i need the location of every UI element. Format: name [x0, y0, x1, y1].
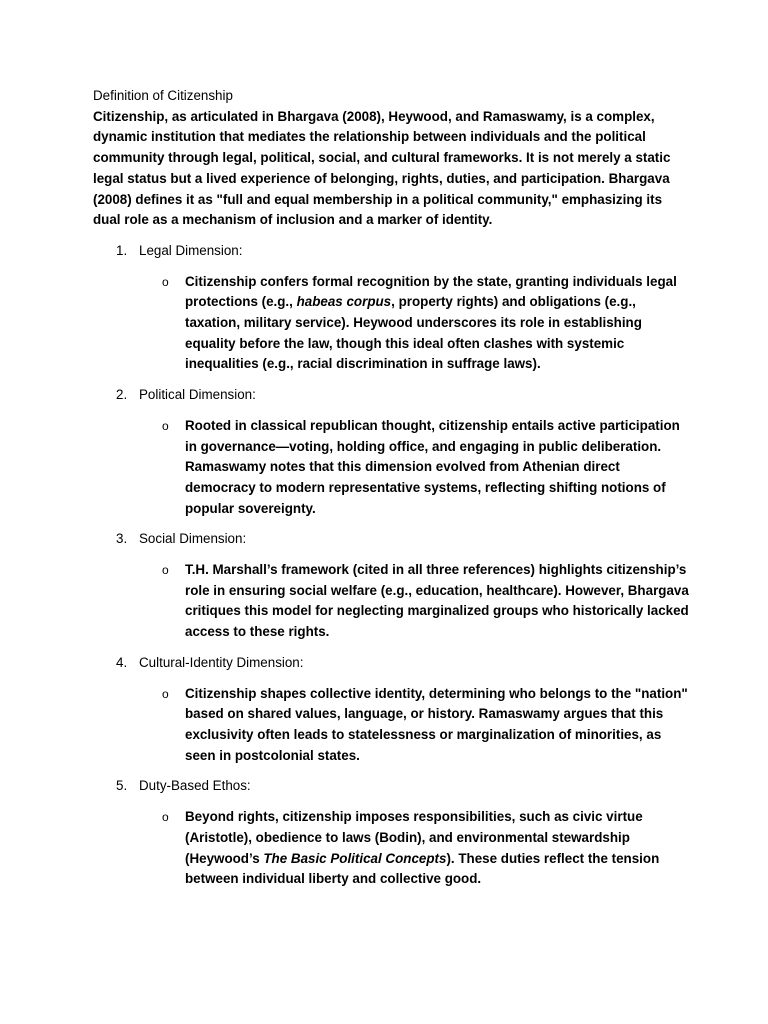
dimension-label: Political Dimension: — [139, 387, 256, 403]
bullet-icon: o — [162, 686, 169, 701]
dimension-number: 5. — [116, 778, 128, 794]
dimension-number: 3. — [116, 531, 128, 547]
bullet-icon: o — [162, 274, 169, 289]
dimension-body — [93, 560, 693, 643]
dimension-item-political — [93, 385, 693, 519]
text-segment: , property rights) and obligations (e.g., taxation, military service). Heywood underscores its role in establishing equality before the law, though this ideal often clashes with systemic inequalities (e.g., racial discrimination in suffrage laws). — [185, 294, 642, 372]
dimension-label: Duty-Based Ethos: — [139, 778, 251, 794]
dimension-text — [185, 562, 689, 639]
text-segment: Beyond rights, citizenship imposes responsibilities, such as civic virtue (Aristotle), obedience to laws (Bodin), and environmental stewardship (Heywood’s — [185, 809, 643, 866]
dimension-label: Legal Dimension: — [139, 242, 243, 258]
dimension-item-cultural-identity — [93, 653, 693, 767]
dimension-heading — [93, 653, 693, 674]
italic-term: habeas corpus — [296, 294, 392, 310]
dimension-body — [93, 272, 693, 376]
dimension-heading — [93, 776, 693, 797]
dimension-label: Cultural-Identity Dimension: — [139, 654, 304, 670]
dimension-text — [185, 686, 688, 763]
text-segment: Rooted in classical republican thought, citizenship entails active participation in governance—voting, holding office, and engaging in public deliberation. Ramaswamy notes that this dimension evolved from Athenian direct democracy to modern representative systems, reflecting shifting notions of popular sovereignty. — [185, 417, 680, 516]
dimension-heading — [93, 529, 693, 550]
dimension-body — [93, 807, 693, 890]
dimension-text — [185, 418, 680, 516]
bullet-icon: o — [162, 563, 169, 578]
text-segment: Citizenship confers formal recognition by the state, granting individuals legal protections (e.g., — [185, 273, 677, 310]
dimension-number: 1. — [116, 242, 128, 258]
dimension-label: Social Dimension: — [139, 531, 247, 547]
dimension-text — [185, 809, 659, 886]
dimension-text — [185, 274, 677, 372]
text-segment: Citizenship shapes collective identity, determining who belongs to the "nation" based on shared values, language, or history. Ramaswamy argues that this exclusivity often leads to statelessness or marginalization of minorities, as seen in postcolonial states. — [185, 685, 688, 763]
dimension-heading — [93, 241, 693, 262]
intro-paragraph: Citizenship, as articulated in Bhargava (2008), Heywood, and Ramaswamy, is a complex, dynamic institution that mediates the relationship between individuals and the political community through legal, political, social, and cultural frameworks. It is not merely a static legal status but a lived experience of belonging, rights, duties, and participation. Bhargava (2008) defines it as "full and equal membership in a political community," emphasizing its dual role as a mechanism of inclusion and a marker of identity. — [93, 108, 671, 228]
dimension-body — [93, 416, 693, 520]
document-page — [93, 86, 693, 900]
dimension-list — [93, 241, 693, 890]
bullet-icon: o — [162, 810, 169, 825]
document-title: Definition of Citizenship — [93, 88, 233, 103]
dimension-number: 2. — [116, 387, 128, 403]
dimension-item-social — [93, 529, 693, 643]
dimension-body — [93, 684, 693, 767]
dimension-heading — [93, 385, 693, 406]
bullet-icon: o — [162, 418, 169, 433]
text-segment: ). These duties reflect the tension between individual liberty and collective good. — [185, 850, 660, 887]
text-segment: T.H. Marshall’s framework (cited in all three references) highlights citizenship’s role in ensuring social welfare (e.g., education, healthcare). However, Bhargava critiques this model for neglecting marginalized groups who historically lacked access to these rights. — [185, 562, 689, 640]
dimension-item-legal — [93, 241, 693, 375]
italic-term: The Basic Political Concepts — [263, 850, 447, 866]
dimension-number: 4. — [116, 654, 128, 670]
dimension-item-duty-based — [93, 776, 693, 890]
